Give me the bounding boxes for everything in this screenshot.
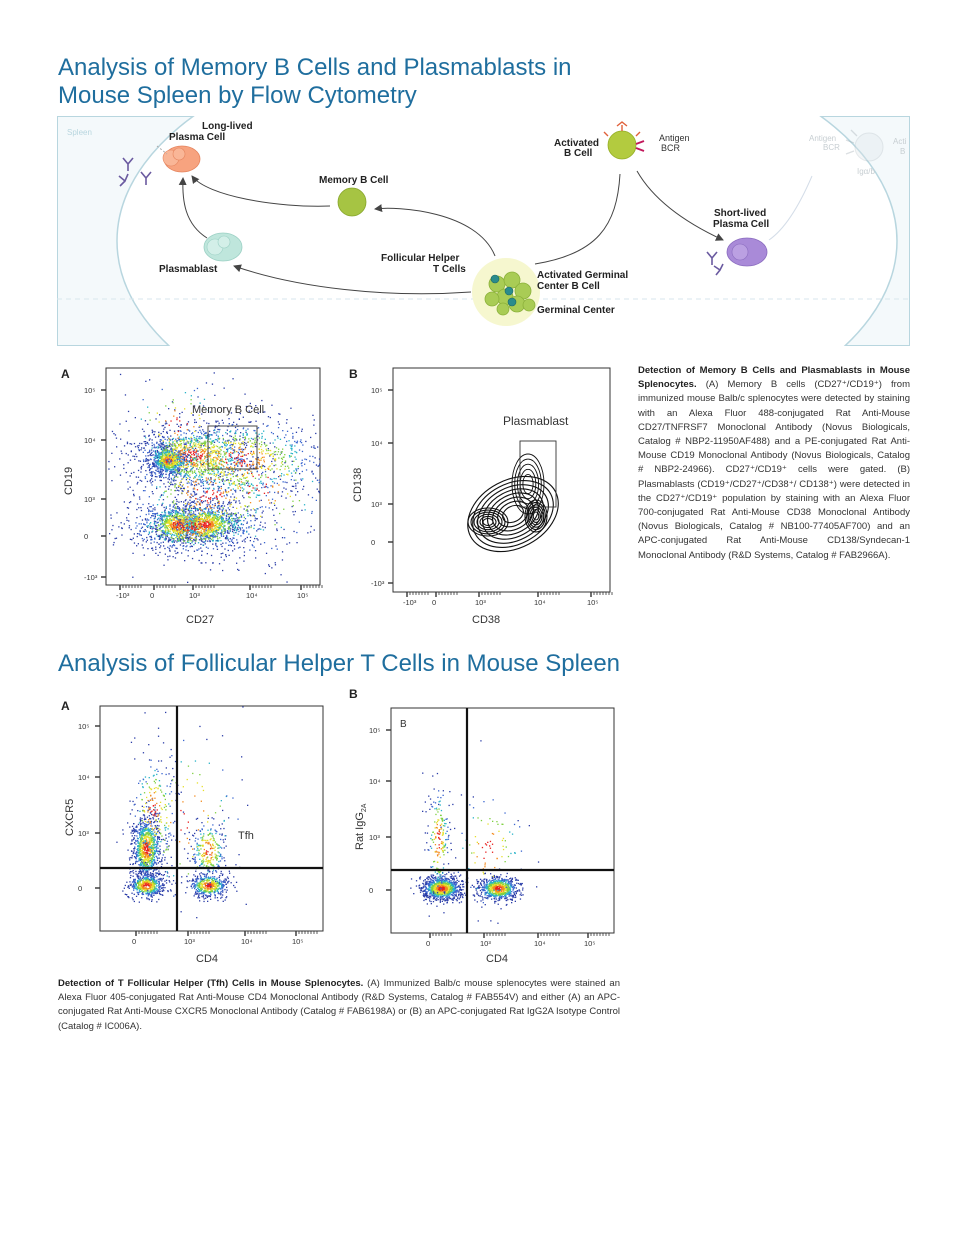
faded-act-label: Acti [893,137,907,146]
fig1a-x-tick-0: -10³ [116,591,130,600]
antigen-label: Antigen [659,133,690,143]
short-lived-plasma-cell-label-2: Plasma Cell [713,219,770,230]
fig1b-y-tick-4: -10³ [371,579,385,588]
plasmablast-contour-plot [348,364,620,630]
fig2a-x-tick-0: 0 [132,937,137,946]
fig1a-y-tick-4: -10³ [84,573,98,582]
follicular-helper-t-cells-label-1: Follicular Helper [381,253,460,264]
spleen-label: Spleen [67,128,92,137]
figure-2-caption-body: (A) Immunized Balb/c mouse splenocytes were stained an Alexa Fluor 405-conjugated Rat Anti-Mouse CD4 Monoclonal Antibody (R&D Systems, Catalog # FAB554V) and either (A) an APC-conjugated Rat Anti-Mouse CXCR5 Monoclonal Antibody (Catalog # FAB6198A) or (B) an APC-conjugated Rat IgG2A Isotype Control (Catalog # IC006A). [58,978,621,1032]
fig1b-x-tick-3: 10⁴ [534,598,546,607]
memory-b-cell-dot-plot [58,364,330,630]
cd19-axis-label: CD19 [63,466,75,495]
cxcr5-axis-label: CXCR5 [64,798,76,836]
faded-bcr-label: BCR [823,143,840,152]
fig2b-y-tick-0: 10⁵ [369,726,381,735]
bcr-label: BCR [661,143,681,153]
faded-b-label: B [900,147,906,156]
fig1b-y-tick-2: 10³ [371,500,382,509]
plasmablast-cell [204,233,242,261]
section-1-title [58,54,658,110]
memory-b-cell-gate-label: Memory B Cell [192,404,265,416]
fig1a-y-tick-2: 10³ [84,495,95,504]
short-lived-plasma-cell-label-1: Short-lived [714,208,767,219]
activated-germinal-center-b-cell-label-2: Center B Cell [537,281,600,292]
figure-1-caption [638,364,910,563]
follicular-helper-t-cells-label-2: T Cells [433,264,466,275]
plasmablast-gate-label: Plasmablast [503,414,569,428]
activated-b-cell-label-1: Activated [554,138,600,149]
plasmablast-label: Plasmablast [159,264,218,275]
fig1a-x-tick-3: 10⁴ [246,591,258,600]
tfh-dot-plot [58,700,330,968]
tfh-quadrant-label: Tfh [238,830,254,842]
fig2b-y-tick-2: 10³ [369,833,380,842]
long-lived-plasma-cell-label-2: Plasma Cell [169,132,226,143]
fig2a-y-tick-3: 0 [78,884,83,893]
fig1a-x-tick-1: 0 [150,591,155,600]
fig1a-x-tick-4: 10⁵ [297,591,309,600]
faded-antigen-label: Antigen [809,134,837,143]
cd4-axis-label-b: CD4 [486,953,509,965]
memory-b-cell [338,188,366,216]
title-line-1: Analysis of Memory B Cells and Plasmablasts in [58,54,572,81]
fig2a-x-tick-3: 10⁵ [292,937,304,946]
fig2b-y-tick-1: 10⁴ [369,777,381,786]
cd138-axis-label: CD138 [352,467,364,502]
fig1a-y-tick-3: 0 [84,532,89,541]
fig2a-x-tick-1: 10³ [184,937,195,946]
germinal-center-label: Germinal Center [537,305,615,316]
activated-b-cell-label-2: B Cell [564,148,593,159]
long-lived-plasma-cell-label-1: Long-lived [202,121,253,132]
fig1b-y-tick-3: 0 [371,538,376,547]
fig2-panel-a-letter: A [61,699,70,713]
fig2a-y-tick-0: 10⁵ [78,722,90,731]
fig1b-x-tick-2: 10³ [475,598,486,607]
fig2a-y-tick-2: 10³ [78,829,89,838]
cd27-axis-label: CD27 [186,614,215,626]
faded-igab-label: Igα/b [857,167,875,176]
figure-1-caption-body: (A) Memory B cells (CD27⁺/CD19⁺) from immunized mouse Balb/c splenocytes were detected by staining with an Alexa Fluor 488-conjugated Rat Anti-Mouse CD27/TNFRSF7 Monoclonal Antibody (Novus Biologicals, Catalog # NBP2-11950AF488) and a PE-conjugated Rat Anti-Mouse CD19 Monoclonal Antibody (Novus Biologicals, Catalog # NBP2-24966). CD27⁺/CD19⁺ cells were gated. (B) Plasmablasts (CD19⁺/CD27⁺/CD38⁺/ CD138⁺) were detected in the CD27⁺/CD19⁺ population by staining with an Alexa Fluor 700-conjugated Rat Anti-Mouse CD38 Monoclonal Antibody (Novus Biologicals, Catalog # NB100-77405AF700) and an APC-conjugated Rat Anti-Mouse CD138/Syndecan-1 Monoclonal Antibody (R&D Systems, Catalog # FAB2966A). [638,379,910,561]
fig1a-x-tick-2: 10³ [189,591,200,600]
fig1a-y-tick-0: 10⁵ [84,386,96,395]
figure-1-caption-title: Detection of Memory B Cells and Plasmablasts in Mouse Splenocytes. [638,365,910,391]
figure-2-caption-title: Detection of T Follicular Helper (Tfh) Cells in Mouse Splenocytes. [58,978,364,989]
long-lived-plasma-cell [163,146,200,172]
fig1b-x-tick-0: -10³ [403,598,417,607]
fig2-panel-b-letter: B [349,687,358,701]
fig1b-y-tick-1: 10⁴ [371,439,383,448]
fig2a-x-tick-2: 10⁴ [241,937,253,946]
fig2b-x-tick-1: 10³ [480,939,491,948]
fig2b-x-tick-2: 10⁴ [534,939,546,948]
section-2-title: Analysis of Follicular Helper T Cells in Mouse Spleen [58,650,621,677]
b-cell-differentiation-diagram [57,116,910,346]
memory-b-cell-label: Memory B Cell [319,175,389,186]
isotype-control-dot-plot [348,700,620,968]
cd4-axis-label-a: CD4 [196,953,219,965]
fig1-panel-b-letter: B [349,367,358,381]
fig1a-y-tick-1: 10⁴ [84,436,96,445]
panel-b-inset-letter: B [400,719,407,730]
fig2b-y-tick-3: 0 [369,886,374,895]
activated-germinal-center-b-cell-label-1: Activated Germinal [537,270,629,281]
fig1-panel-a-letter: A [61,367,70,381]
figure-2-caption [58,977,620,1034]
fig1b-x-tick-1: 0 [432,598,437,607]
title-line-2: Mouse Spleen by Flow Cytometry [58,82,417,109]
fig2a-y-tick-1: 10⁴ [78,773,90,782]
cd38-axis-label: CD38 [472,614,501,626]
short-lived-plasma-cell [727,238,767,266]
rat-igg2a-axis-label: Rat IgG$_{2A}$ [354,803,368,850]
fig2b-x-tick-3: 10⁵ [584,939,596,948]
fig1b-y-tick-0: 10⁵ [371,386,383,395]
fig2b-x-tick-0: 0 [426,939,431,948]
fig1b-x-tick-4: 10⁵ [587,598,599,607]
